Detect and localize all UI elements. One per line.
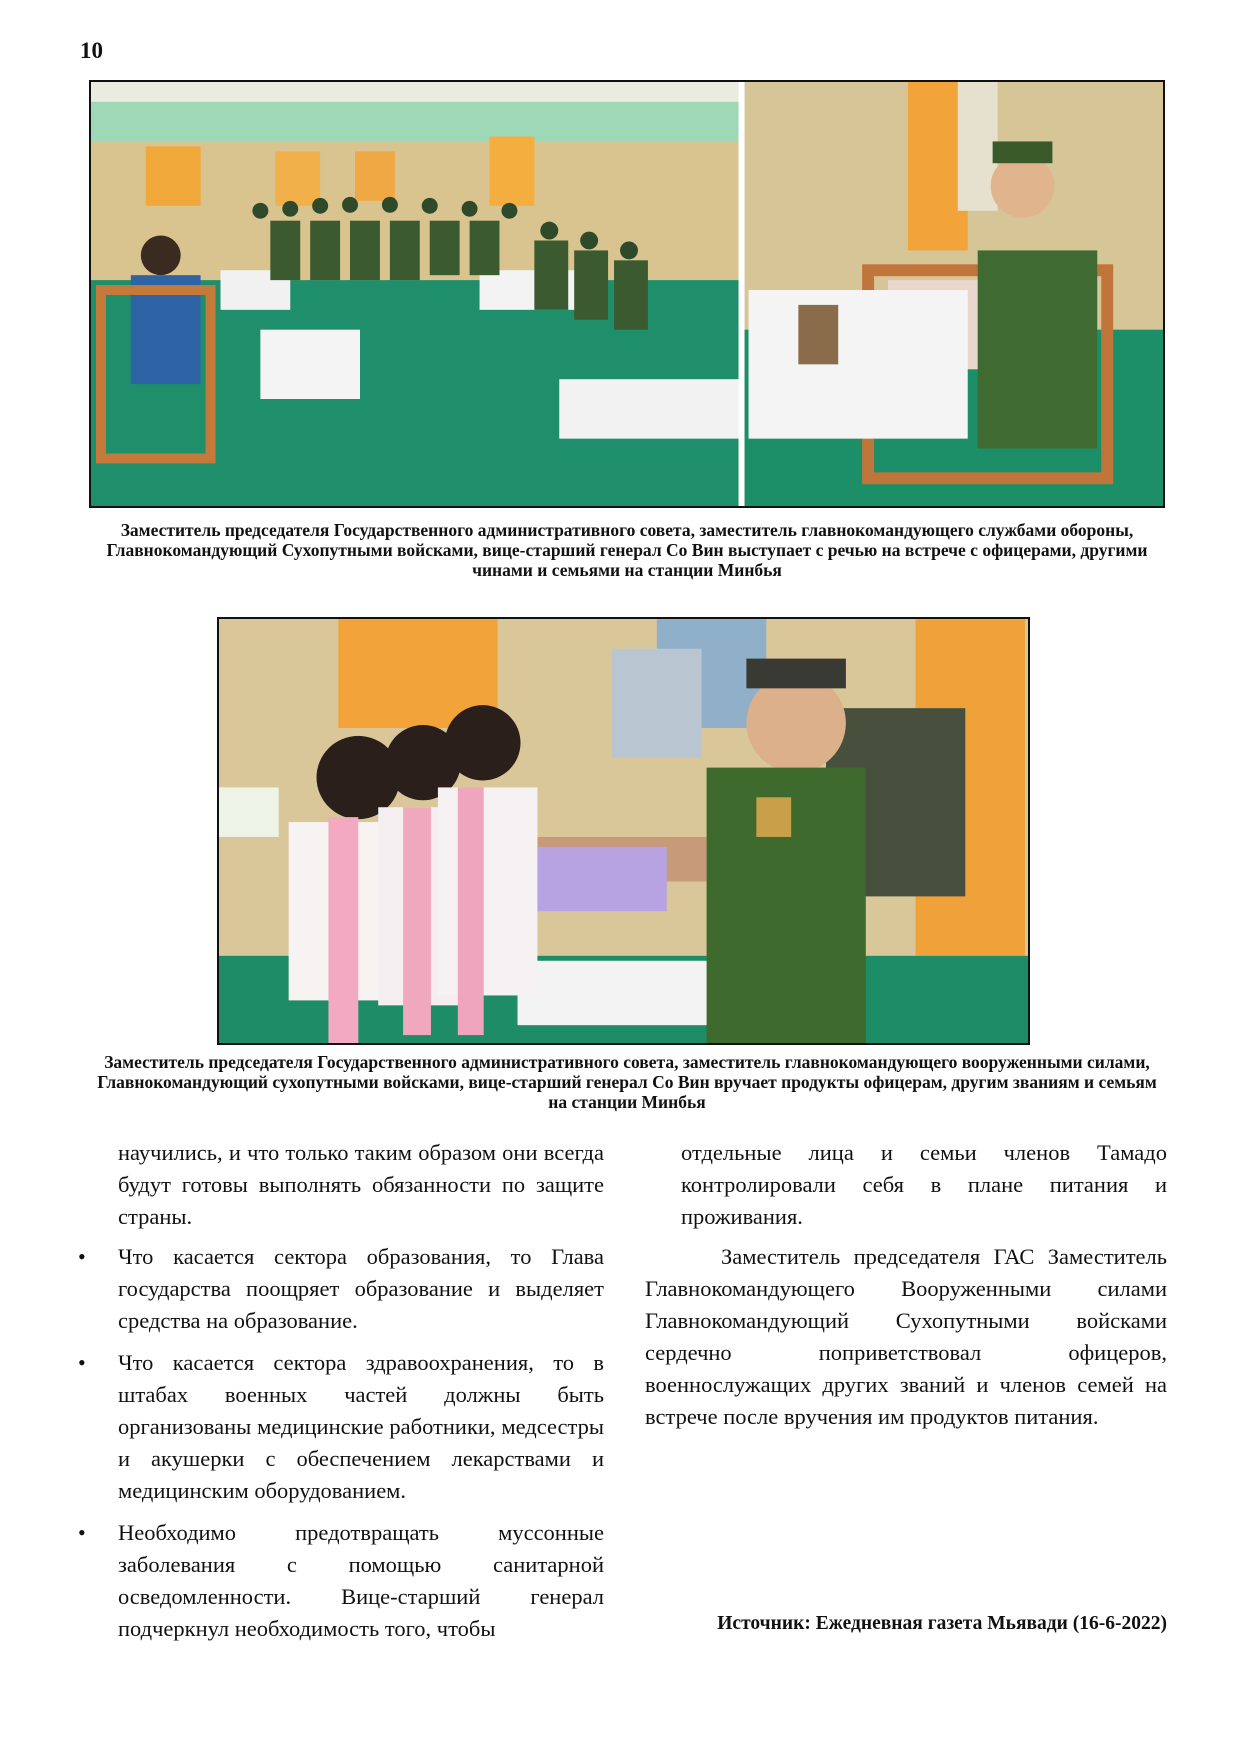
bullet-icon: • — [78, 1350, 86, 1375]
article-right-column — [645, 1137, 1167, 1441]
source-credit: Источник: Ежедневная газета Мьявади (16-6-2022) — [717, 1613, 1167, 1634]
general-seated-photo — [745, 82, 1163, 506]
top-photo-caption: Заместитель председателя Государственного административного совета, заместитель главнокомандующего службами обороны, Главнокомандующий Сухопутными войсками, вице-старший генерал Со Вин выступает с речью на встрече с офицерами, другими чинами и семьями на станции Минбья — [106, 520, 1148, 580]
bullet-icon: • — [78, 1520, 86, 1545]
right-paragraph-2: Заместитель председателя ГАС Заместитель Главнокомандующего Вооруженными силами Главнокомандующий Сухопутными войсками сердечно поприветствовал офицеров, военнослужащих других званий и членов семей на встрече после вручения им продуктов питания. — [645, 1244, 1167, 1429]
middle-photo — [217, 617, 1030, 1045]
top-photo — [89, 80, 1165, 508]
list-item — [78, 1241, 604, 1337]
bullet-icon: • — [78, 1244, 86, 1269]
list-item — [78, 1517, 604, 1645]
bullet-text-health: Что касается сектора здравоохранения, то в штабах военных частей должны быть организованы медицинские работники, медсестры и акушерки с обеспечением лекарствами и медицинским оборудованием. — [118, 1350, 604, 1503]
bullet-text-education: Что касается сектора образования, то Глава государства поощряет образование и выделяет средства на образование. — [118, 1244, 604, 1333]
bullet-list — [78, 1241, 604, 1645]
article-left-column — [78, 1137, 604, 1655]
right-paragraph-1: отдельные лица и семьи членов Тамадо контролировали себя в плане питания и проживания. — [681, 1140, 1167, 1229]
page-number: 10 — [80, 38, 103, 63]
middle-photo-caption: Заместитель председателя Государственного административного совета, заместитель главнокомандующего вооруженными силами, Главнокомандующий сухопутными войсками, вице-старший генерал Со Вин вручает продукты офицерам, другим званиям и семьям на станции Минбья — [97, 1052, 1157, 1112]
list-item — [78, 1347, 604, 1507]
left-intro-paragraph: научились, и что только таким образом они всегда будут готовы выполнять обязанности по защите страны. — [118, 1140, 604, 1229]
food-presentation-photo — [219, 619, 1028, 1043]
bullet-text-monsoon: Необходимо предотвращать муссонные заболевания с помощью санитарной осведомленности. Вице-старший генерал подчеркнул необходимость того, чтобы — [118, 1520, 604, 1641]
meeting-hall-photo — [91, 82, 739, 506]
